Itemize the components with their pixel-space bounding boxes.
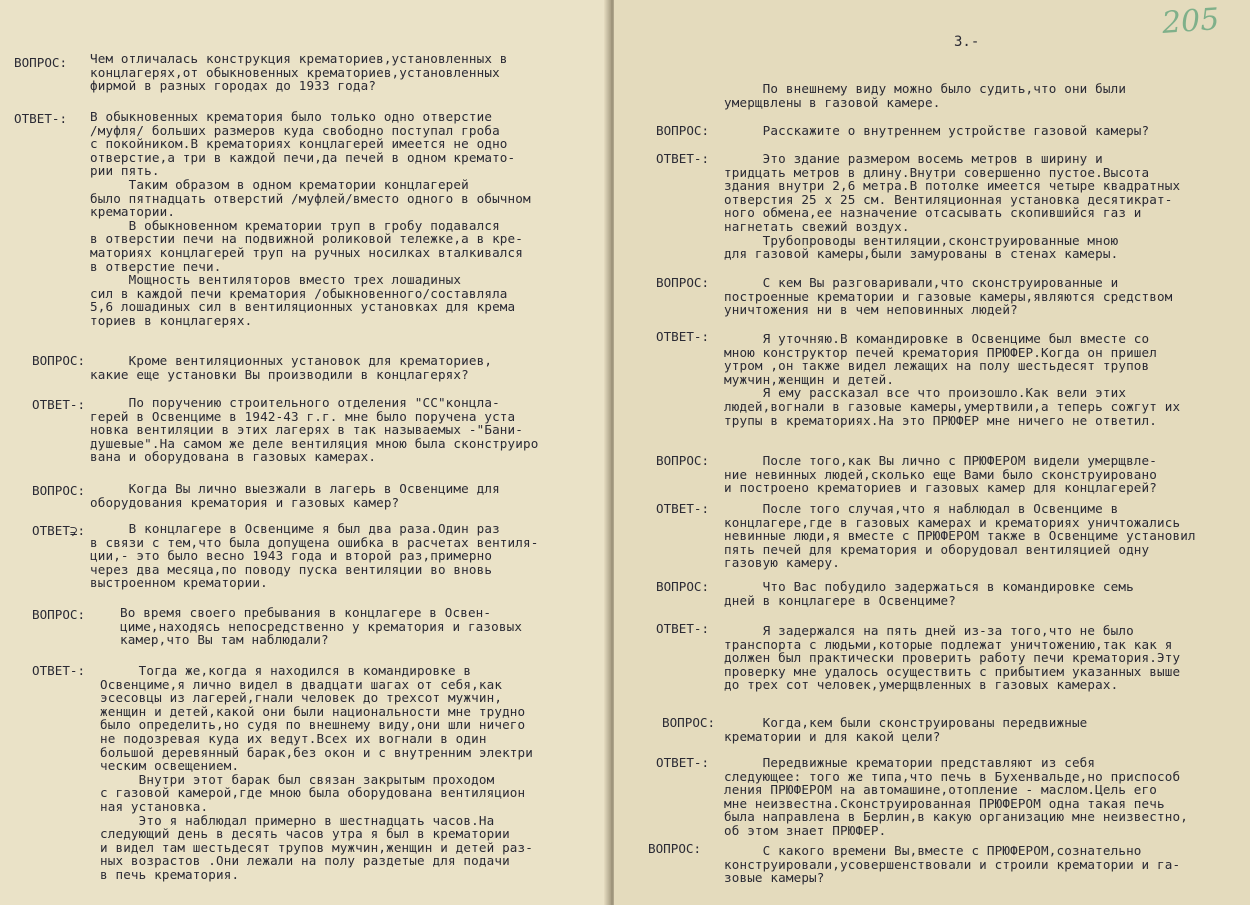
paragraph: Я уточняю.В командировке в Освенциме был вместе со мною конструктор печей крематория ПРЮФЕР.Когда он пришел утром ,он также видел лежащих на полу шестьдесят трупов мужчин,женщин и детей. Я ему рассказал все что произошло.Как вели этих людей,вогнали в газовые камеры,умертвили,а теперь сожгут их трупы в крематориях.На это ПРЮФЕР мне ничего не ответил. <box>724 331 1181 428</box>
paragraph: Когда Вы лично выезжали в лагерь в Освенциме для оборудования крематория и газовых камер? <box>90 481 500 510</box>
question-label: ВОПРОС: <box>656 579 710 594</box>
paragraph: Когда,кем были сконструированы передвижные крематории и для какой цели? <box>724 715 1088 744</box>
question-label: ВОПРОС: <box>656 123 710 138</box>
answer-text <box>100 664 595 882</box>
paragraph: Во время своего пребывания в концлагере в Освен- циме,находясь непосредственно у крематория и газовых камер,что Вы там наблюдали? <box>120 605 523 648</box>
question-label: ВОПРОС: <box>656 275 710 290</box>
question-text <box>90 52 595 93</box>
answer-label: ОТВЕТ-: <box>14 111 68 126</box>
question-text <box>90 354 595 381</box>
answer-label: ОТВЕТ⊋: <box>32 523 86 538</box>
paragraph: После того,как Вы лично с ПРЮФЕРОМ видели умерщвле- ние невинных людей,сколько еще Вами было сконструировано и построено крематориев и газовых камер для концлагерей? <box>724 453 1158 496</box>
question-text <box>724 580 1239 607</box>
answer-text <box>724 502 1239 570</box>
question-label: ВОПРОС: <box>32 353 86 368</box>
answer-text <box>90 522 595 590</box>
answer-label: ОТВЕТ-: <box>32 397 86 412</box>
paragraph: Кроме вентиляционных установок для крематориев, какие еще установки Вы производили в концлагерях? <box>90 353 493 382</box>
question-text <box>724 716 1239 743</box>
answer-text <box>724 624 1239 692</box>
paragraph: По внешнему виду можно было судить,что они были умерщвлены в газовой камере. <box>724 81 1127 110</box>
question-label: ВОПРОС: <box>662 715 716 730</box>
answer-text <box>724 756 1239 838</box>
question-text <box>724 124 1239 138</box>
answer-label: ОТВЕТ-: <box>656 151 710 166</box>
answer-label: ОТВЕТ-: <box>32 663 86 678</box>
answer-text <box>90 396 595 464</box>
question-label: ВОПРОС: <box>32 483 86 498</box>
question-text <box>724 454 1239 495</box>
archive-folio-number: 205 <box>1160 2 1221 41</box>
intro-text <box>724 82 1239 109</box>
question-text <box>120 606 595 647</box>
answer-text <box>724 152 1239 261</box>
question-label: ВОПРОС: <box>656 453 710 468</box>
paragraph: Я задержался на пять дней из-за того,что не было транспорта с людьми,которые подлежат уничтожению,так как я должен был практически проверить работу печи крематория.Эту проверку мне удалось осуществить с прибытием указанных выше до трех сот человек,умерщвленных в газовых камерах. <box>724 623 1181 693</box>
answer-text <box>724 332 1239 427</box>
answer-label: ОТВЕТ-: <box>656 501 710 516</box>
paragraph: Что Вас побудило задержаться в командировке семь дней в концлагере в Освенциме? <box>724 579 1134 608</box>
question-label: ВОПРОС: <box>14 55 68 70</box>
question-label: ВОПРОС: <box>32 607 86 622</box>
paragraph: С какого времени Вы,вместе с ПРЮФЕРОМ,сознательно конструировали,усовершенствовали и строили крематории и га- зовые камеры? <box>724 843 1181 886</box>
question-text <box>724 276 1239 317</box>
paragraph: С кем Вы разговаривали,что сконструированные и построенные крематории и газовые камеры,являются средством уничтожения ни в чем неповинных людей? <box>724 275 1173 318</box>
answer-label: ОТВЕТ-: <box>656 621 710 636</box>
question-text <box>724 844 1239 885</box>
paragraph: Это здание размером восемь метров в ширину и тридцать метров в длину.Внутри совершенно пустое.Высота здания внутри 2,6 метра.В потолке имеется четыре квадратных отверстия 25 х 25 см. Вентиляционная установка десятикрат- ного обмена,ее назначение отсасывать скопившийся газ и нагнетать свежий воздух. Трубопроводы вентиляции,сконструированные мною для газовой камеры,были замурованы в стенах камеры. <box>724 151 1181 262</box>
page-number: 3.- <box>954 34 980 50</box>
paragraph: По поручению строительного отделения "СС"концла- герей в Освенциме в 1942-43 г.г. мне было поручена уста новка вентиляции в этих лагерях в так называемых -"Бани- душевые".На самом же деле вентиляция мною была сконструиро вана и оборудована в газовых камерах. <box>90 395 539 465</box>
answer-label: ОТВЕТ-: <box>656 755 710 770</box>
right-page <box>614 0 1250 905</box>
question-text <box>90 482 595 509</box>
answer-text <box>90 110 595 328</box>
paragraph: Тогда же,когда я находился в командировке в Освенциме,я лично видел в двадцати шагах от себя,как эсесовцы из лагерей,гнали человек до трехсот мужчин, женщин и детей,какой они были национальности мне трудно было определить,но судя по внешнему виду,они шли ничего не подозревая куда их ведут.Всех их вогнали в один большой деревянный барак,без окон и с внутренним электри ческим освещением. Внутри этот барак был связан закрытым проходом с газовой камерой,где мною была оборудована вентиляцион ная установка. Это я наблюдал примерно в шестнадцать часов.На следующий день в десять часов утра я был в крематории и видел там шестьдесят трупов мужчин,женщин и детей раз- ных возрастов .Они лежали на полу раздетые для подачи в печь крематория. <box>100 663 533 882</box>
paragraph: Передвижные крематории представляют из себя следующее: того же типа,что печь в Бухенвальде,но приспособ ления ПРЮФЕРОМ на автомашине,отопление - маслом.Цель его мне неизвестна.Сконструированная ПРЮФЕРОМ одна такая печь была направлена в Берлин,в какую организацию мне неизвестно, об этом знает ПРЮФЕР. <box>724 755 1188 838</box>
paragraph: В обыкновенных крематория было только одно отверстие /муфля/ больших размеров куда свободно поступал гроба с покойником.В крематориях концлагерей имеется не одно отверстие,а три в каждой печи,да печей в одном кремато- рии пять. Таким образом в одном крематории концлагерей было пятнадцать отверстий /муфлей/вместо одного в обычном крематории. В обыкновенном крематории труп в гробу подавался в отверстии печи на подвижной роликовой тележке,а в кре- маториях концлагерей труп на ручных носилках вталкивался в отверстие печи. Мощность вентиляторов вместо трех лошадиных сил в каждой печи крематория /обыкновенного/составляла 5,6 лошадиных сил в вентиляционных установках для крема ториев в концлагерях. <box>90 109 531 328</box>
paragraph: После того случая,что я наблюдал в Освенциме в концлагере,где в газовых камерах и крематориях уничтожались невинные люди,я вместе с ПРЮФЕРОМ также в Освенциме установил пять печей для крематория и оборудовал вентиляцией одну газовую камеру. <box>724 501 1196 571</box>
question-label: ВОПРОС: <box>648 841 702 856</box>
left-page <box>0 0 612 905</box>
paragraph: В концлагере в Освенциме я был два раза.Один раз в связи с тем,что была допущена ошибка в расчетах вентиля- ции,- это было весно 1943 года и второй раз,примерно через два месяца,по поводу пуска вентиляции во вновь выстроенном крематории. <box>90 521 539 591</box>
paragraph: Расскажите о внутреннем устройстве газовой камеры? <box>724 123 1150 138</box>
paragraph: Чем отличалась конструкция крематориев,установленных в концлагерях,от обыкновенных крематориев,установленных фирмой в разных городах до 1933 года? <box>90 51 508 94</box>
answer-label: ОТВЕТ-: <box>656 329 710 344</box>
